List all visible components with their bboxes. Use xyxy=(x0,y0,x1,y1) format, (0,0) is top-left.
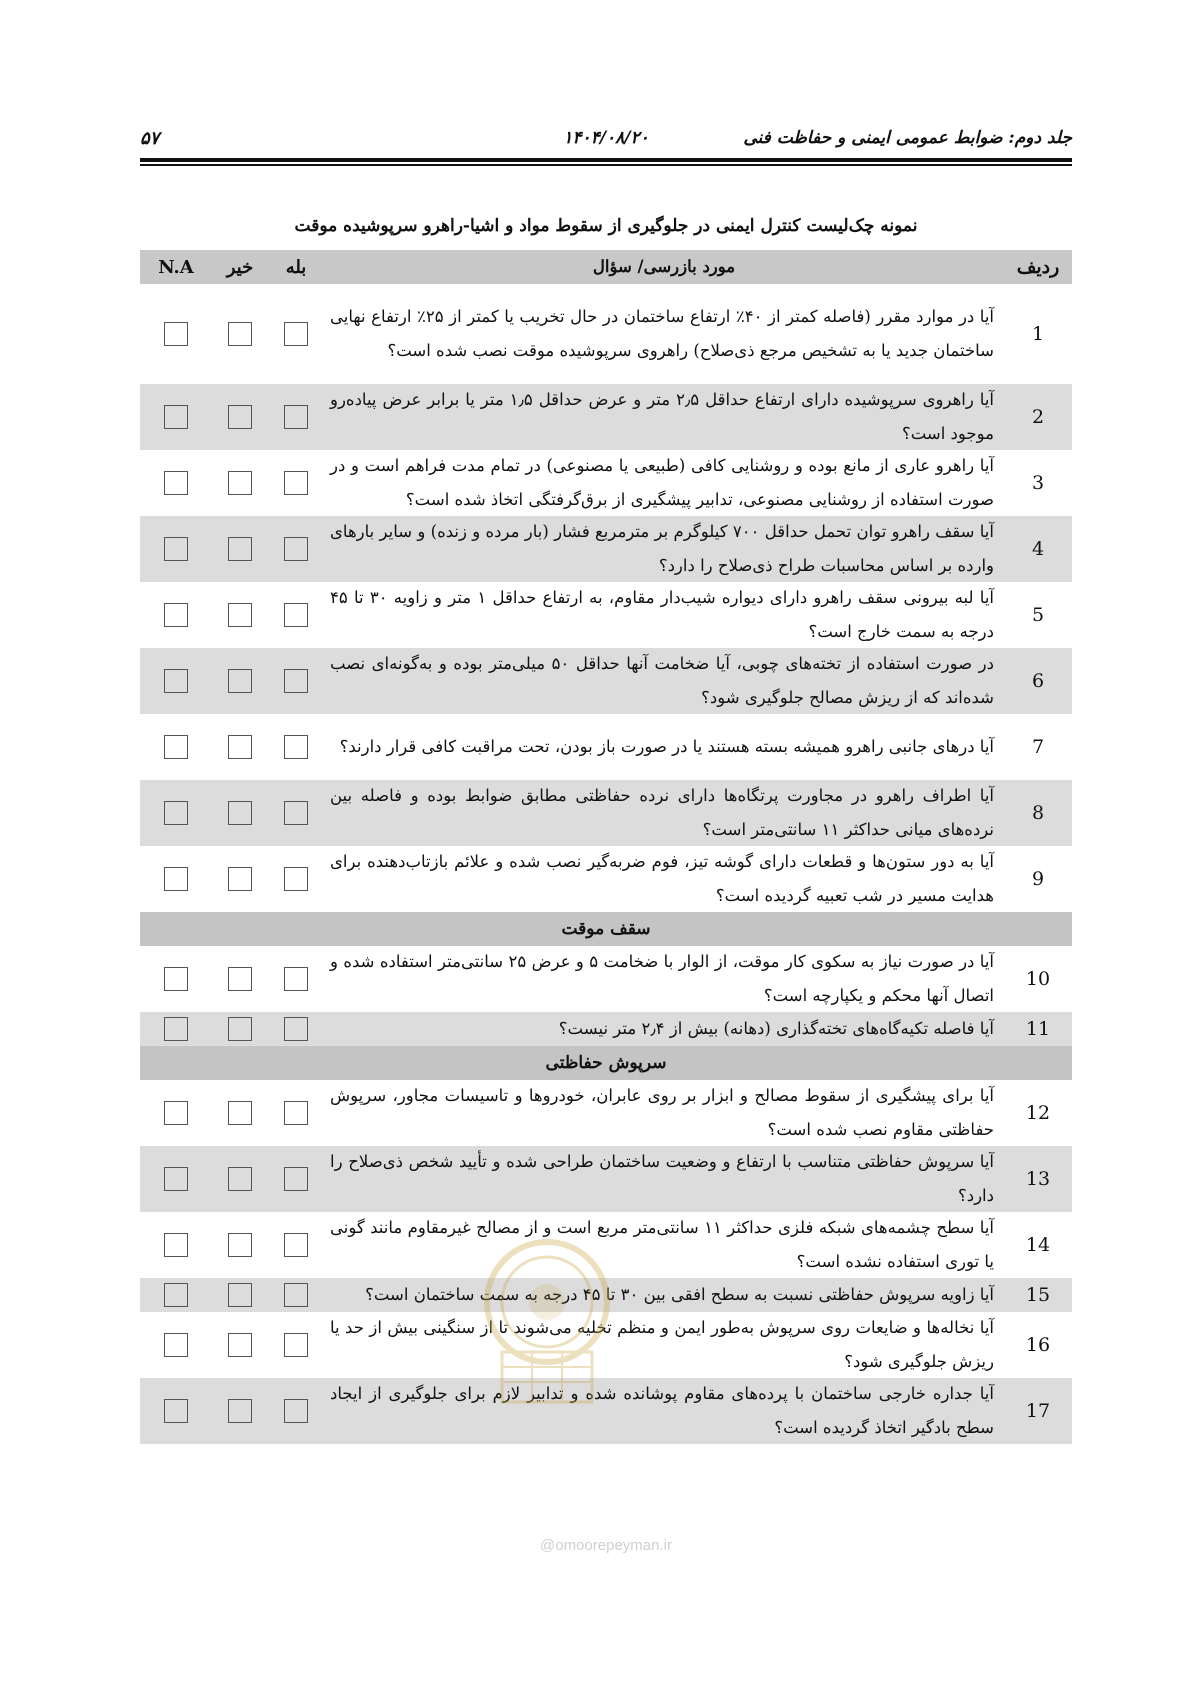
section-header-protective-cover: سرپوش حفاظتی xyxy=(140,1046,1072,1080)
table-row xyxy=(140,1080,1072,1146)
row-number: 7 xyxy=(1031,736,1045,758)
row-number: 14 xyxy=(1025,1234,1051,1256)
checkbox-cell-na xyxy=(140,1146,212,1212)
row-number: 15 xyxy=(1025,1284,1051,1306)
row-number: 1 xyxy=(1031,323,1045,345)
col-header-question: مورد بازرسی/ سؤال xyxy=(592,257,736,276)
row-number: 5 xyxy=(1031,604,1045,626)
checkbox-yes[interactable] xyxy=(284,967,308,991)
row-number: 2 xyxy=(1031,406,1045,428)
checkbox-cell-yes xyxy=(268,1378,324,1444)
checkbox-cell-no xyxy=(212,780,268,846)
row-number: 12 xyxy=(1025,1102,1051,1124)
checkbox-cell-yes xyxy=(268,946,324,1012)
checkbox-cell-yes xyxy=(268,450,324,516)
question-text: آیا برای پیشگیری از سقوط مصالح و ابزار بر روی عابران، خودروها و تاسیسات مجاور، سرپوش حفاظتی مقاوم نصب شده است؟ xyxy=(330,1086,994,1139)
watermark-text: @omoorepeyman.ir xyxy=(540,1537,672,1554)
checkbox-yes[interactable] xyxy=(284,1333,308,1357)
row-number: 4 xyxy=(1031,538,1045,560)
checkbox-cell-yes xyxy=(268,714,324,780)
checkbox-cell-na xyxy=(140,1378,212,1444)
checkbox-na[interactable] xyxy=(164,322,188,346)
checkbox-cell-na xyxy=(140,384,212,450)
header-rule-thick xyxy=(140,158,1072,162)
checkbox-cell-na xyxy=(140,582,212,648)
checkbox-yes[interactable] xyxy=(284,1283,308,1307)
checkbox-cell-no xyxy=(212,384,268,450)
checkbox-no[interactable] xyxy=(228,1399,252,1423)
checkbox-na[interactable] xyxy=(164,867,188,891)
checkbox-na[interactable] xyxy=(164,1399,188,1423)
checkbox-cell-na xyxy=(140,1312,212,1378)
checkbox-cell-no xyxy=(212,1212,268,1278)
checkbox-na[interactable] xyxy=(164,1233,188,1257)
col-header-row: ردیف xyxy=(1016,256,1060,278)
row-number: 11 xyxy=(1025,1018,1051,1040)
table-row xyxy=(140,516,1072,582)
question-text: آیا درهای جانبی راهرو همیشه بسته هستند یا در صورت باز بودن، تحت مراقبت کافی قرار دارند؟ xyxy=(339,737,994,756)
checkbox-cell-no xyxy=(212,1312,268,1378)
rows-group-2 xyxy=(140,946,1072,1046)
table-row xyxy=(140,780,1072,846)
checkbox-cell-yes xyxy=(268,846,324,912)
row-number: 8 xyxy=(1031,802,1045,824)
table-header-row xyxy=(140,250,1072,284)
checkbox-no[interactable] xyxy=(228,1017,252,1041)
checkbox-cell-yes xyxy=(268,384,324,450)
question-text: آیا راهروی سرپوشیده دارای ارتفاع حداقل ۲٫۵ متر و عرض حداقل ۱٫۵ متر یا برابر عرض پیاده‌رو موجود است؟ xyxy=(330,390,995,443)
checkbox-na[interactable] xyxy=(164,405,188,429)
checkbox-na[interactable] xyxy=(164,471,188,495)
header-rule-thin xyxy=(140,164,1072,166)
checkbox-cell-yes xyxy=(268,648,324,714)
row-number: 3 xyxy=(1031,472,1045,494)
checkbox-no[interactable] xyxy=(228,1233,252,1257)
checkbox-cell-no xyxy=(212,516,268,582)
checkbox-cell-na xyxy=(140,714,212,780)
question-text: آیا اطراف راهرو در مجاورت پرتگاه‌ها دارای نرده حفاظتی مطابق ضوابط بوده و فاصله بین نرده‌های میانی حداکثر ۱۱ سانتی‌متر است؟ xyxy=(330,786,994,839)
checkbox-cell-yes xyxy=(268,582,324,648)
row-number: 9 xyxy=(1031,868,1045,890)
checkbox-cell-na xyxy=(140,1212,212,1278)
checkbox-yes[interactable] xyxy=(284,405,308,429)
checkbox-cell-no xyxy=(212,648,268,714)
checkbox-na[interactable] xyxy=(164,537,188,561)
question-text: آیا جداره خارجی ساختمان با پرده‌های مقاوم پوشانده شده و تدابیر لازم برای جلوگیری از ایجاد سطح بادگیر اتخاذ گردیده است؟ xyxy=(330,1384,994,1437)
row-number: 6 xyxy=(1031,670,1045,692)
col-header-yes: بله xyxy=(285,256,307,278)
checkbox-yes[interactable] xyxy=(284,867,308,891)
checkbox-cell-na xyxy=(140,780,212,846)
page-number: ۵۷ xyxy=(140,128,160,149)
question-text: آیا سرپوش حفاظتی متناسب با ارتفاع و وضعیت ساختمان طراحی شده و تأیید شخص ذی‌صلاح را دارد؟ xyxy=(330,1152,994,1205)
checkbox-no[interactable] xyxy=(228,1333,252,1357)
checkbox-cell-no xyxy=(212,1146,268,1212)
checkbox-no[interactable] xyxy=(228,471,252,495)
checkbox-no[interactable] xyxy=(228,735,252,759)
checklist-title: نمونه چک‌لیست کنترل ایمنی در جلوگیری از سقوط مواد و اشیا-راهرو سرپوشیده موقت xyxy=(294,216,918,236)
page-header xyxy=(140,128,1072,154)
checkbox-cell-yes xyxy=(268,1012,324,1046)
checkbox-yes[interactable] xyxy=(284,537,308,561)
col-header-na: N.A xyxy=(158,256,194,278)
checkbox-cell-na xyxy=(140,1278,212,1312)
checkbox-cell-yes xyxy=(268,516,324,582)
table-row xyxy=(140,714,1072,780)
checkbox-no[interactable] xyxy=(228,1167,252,1191)
checkbox-na[interactable] xyxy=(164,967,188,991)
question-text: در صورت استفاده از تخته‌های چوبی، آیا ضخامت آنها حداقل ۵۰ میلی‌متر بوده و به‌گونه‌ای نصب شده‌اند که از ریزش مصالح جلوگیری شود؟ xyxy=(330,654,994,707)
checkbox-cell-na xyxy=(140,1012,212,1046)
checkbox-cell-no xyxy=(212,714,268,780)
checkbox-no[interactable] xyxy=(228,537,252,561)
checkbox-no[interactable] xyxy=(228,603,252,627)
book-title: جلد دوم: ضوابط عمومی ایمنی و حفاظت فنی xyxy=(743,128,1072,148)
checkbox-cell-no xyxy=(212,1378,268,1444)
row-number: 17 xyxy=(1025,1400,1051,1422)
checkbox-na[interactable] xyxy=(164,603,188,627)
checkbox-na[interactable] xyxy=(164,669,188,693)
question-text: آیا در صورت نیاز به سکوی کار موقت، از الوار با ضخامت ۵ و عرض ۲۵ سانتی‌متر استفاده شده و اتصال آنها محکم و یکپارچه است؟ xyxy=(330,952,994,1005)
checkbox-cell-yes xyxy=(268,284,324,384)
question-text: آیا لبه بیرونی سقف راهرو دارای دیواره شیب‌دار مقاوم، به ارتفاع حداقل ۱ متر و زاویه ۳۰ تا ۴۵ درجه به سمت خارج است؟ xyxy=(330,588,994,641)
question-text: آیا در موارد مقرر (فاصله کمتر از ۴۰٪ ارتفاع ساختمان در حال تخریب یا کمتر از ۲۵٪ ارتفاع نهایی ساختمان جدید یا به تشخیص مرجع ذی‌صلاح) راهروی سرپوشیده موقت نصب شده است؟ xyxy=(330,307,995,360)
checkbox-yes[interactable] xyxy=(284,603,308,627)
checkbox-na[interactable] xyxy=(164,1283,188,1307)
checkbox-no[interactable] xyxy=(228,801,252,825)
checkbox-cell-na xyxy=(140,846,212,912)
rows-group-1 xyxy=(140,284,1072,912)
question-text: آیا راهرو عاری از مانع بوده و روشنایی کافی (طبیعی یا مصنوعی) در تمام مدت فراهم است و در صورت استفاده از روشنایی مصنوعی، تدابیر پیشگیری از برق‌گرفتگی اتخاذ شده است؟ xyxy=(330,456,994,509)
table-row xyxy=(140,846,1072,912)
table-row xyxy=(140,648,1072,714)
checkbox-cell-no xyxy=(212,450,268,516)
checkbox-cell-no xyxy=(212,1012,268,1046)
checkbox-no[interactable] xyxy=(228,405,252,429)
checkbox-yes[interactable] xyxy=(284,669,308,693)
table-row xyxy=(140,946,1072,1012)
checkbox-yes[interactable] xyxy=(284,735,308,759)
checkbox-cell-no xyxy=(212,846,268,912)
question-text: آیا به دور ستون‌ها و قطعات دارای گوشه تیز، فوم ضربه‌گیر نصب شده و علائم بازتاب‌دهنده برای هدایت مسیر در شب تعبیه گردیده است؟ xyxy=(330,852,994,905)
row-number: 16 xyxy=(1025,1334,1051,1356)
checkbox-na[interactable] xyxy=(164,735,188,759)
checkbox-cell-no xyxy=(212,1080,268,1146)
checkbox-cell-na xyxy=(140,284,212,384)
question-text: آیا نخاله‌ها و ضایعات روی سرپوش به‌طور ایمن و منظم تخلیه می‌شوند تا از سنگینی بیش از حد یا ریزش جلوگیری شود؟ xyxy=(330,1318,994,1371)
checkbox-yes[interactable] xyxy=(284,1399,308,1423)
checkbox-no[interactable] xyxy=(228,1101,252,1125)
checkbox-yes[interactable] xyxy=(284,1101,308,1125)
section-header-temporary-roof: سقف موقت xyxy=(140,912,1072,946)
checkbox-cell-yes xyxy=(268,1312,324,1378)
checkbox-cell-na xyxy=(140,450,212,516)
checkbox-cell-yes xyxy=(268,1278,324,1312)
question-text: آیا سقف راهرو توان تحمل حداقل ۷۰۰ کیلوگرم بر مترمربع فشار (بار مرده و زنده) و سایر بارهای وارده بر اساس محاسبات طراح ذی‌صلاح را دارد؟ xyxy=(330,522,994,575)
checkbox-cell-no xyxy=(212,946,268,1012)
checkbox-na[interactable] xyxy=(164,1333,188,1357)
checkbox-cell-na xyxy=(140,1080,212,1146)
table-row xyxy=(140,450,1072,516)
table-row xyxy=(140,284,1072,384)
checkbox-na[interactable] xyxy=(164,801,188,825)
checkbox-cell-yes xyxy=(268,1080,324,1146)
checkbox-no[interactable] xyxy=(228,669,252,693)
table-row xyxy=(140,1146,1072,1212)
table-row xyxy=(140,384,1072,450)
checkbox-cell-yes xyxy=(268,780,324,846)
checkbox-yes[interactable] xyxy=(284,1167,308,1191)
question-text: آیا زاویه سرپوش حفاظتی نسبت به سطح افقی بین ۳۰ تا ۴۵ درجه به سمت ساختمان است؟ xyxy=(365,1285,994,1304)
table-row xyxy=(140,582,1072,648)
checkbox-na[interactable] xyxy=(164,1101,188,1125)
header-date: ۱۴۰۴/۰۸/۲۰ xyxy=(563,128,649,148)
row-number: 10 xyxy=(1025,968,1051,990)
question-text: آیا فاصله تکیه‌گاه‌های تخته‌گذاری (دهانه) بیش از ۲٫۴ متر نیست؟ xyxy=(558,1019,994,1038)
checkbox-cell-na xyxy=(140,648,212,714)
checkbox-na[interactable] xyxy=(164,1017,188,1041)
checkbox-yes[interactable] xyxy=(284,801,308,825)
question-text: آیا سطح چشمه‌های شبکه فلزی حداکثر ۱۱ سانتی‌متر مربع است و از مصالح غیرمقاوم مانند گونی یا توری استفاده نشده است؟ xyxy=(330,1218,994,1271)
checkbox-cell-yes xyxy=(268,1212,324,1278)
checkbox-cell-no xyxy=(212,1278,268,1312)
col-header-no: خیر xyxy=(226,256,254,278)
checkbox-yes[interactable] xyxy=(284,471,308,495)
checkbox-yes[interactable] xyxy=(284,1017,308,1041)
table-row xyxy=(140,1012,1072,1046)
checkbox-yes[interactable] xyxy=(284,1233,308,1257)
checkbox-cell-no xyxy=(212,284,268,384)
checkbox-no[interactable] xyxy=(228,967,252,991)
checkbox-cell-na xyxy=(140,946,212,1012)
row-number: 13 xyxy=(1025,1168,1051,1190)
checkbox-no[interactable] xyxy=(228,867,252,891)
checkbox-no[interactable] xyxy=(228,1283,252,1307)
checkbox-cell-yes xyxy=(268,1146,324,1212)
checkbox-no[interactable] xyxy=(228,322,252,346)
watermark-logo-icon xyxy=(472,1232,622,1412)
checkbox-cell-no xyxy=(212,582,268,648)
checkbox-na[interactable] xyxy=(164,1167,188,1191)
checkbox-cell-na xyxy=(140,516,212,582)
checkbox-yes[interactable] xyxy=(284,322,308,346)
